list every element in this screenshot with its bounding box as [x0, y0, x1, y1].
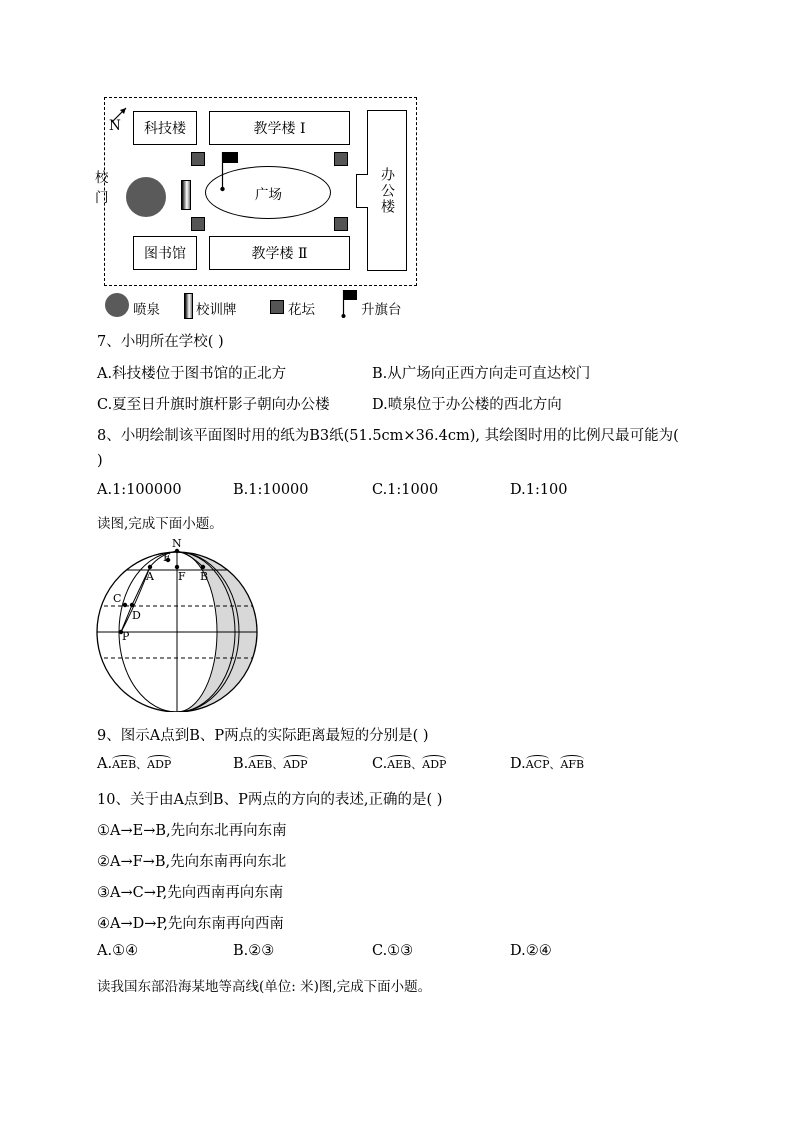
legend-motto-label: 校训牌 — [196, 302, 237, 318]
q9-option-c — [372, 755, 446, 772]
flowerbed-icon — [191, 217, 205, 231]
flowerbed-icon — [191, 152, 205, 166]
flowerbed-icon — [334, 152, 348, 166]
legend-flowerbed-label: 花坛 — [288, 302, 315, 318]
q8-option-d: D.1:100 — [510, 482, 568, 498]
q8-option-b: B.1:10000 — [233, 482, 309, 498]
globe-label-c: C — [113, 592, 122, 605]
globe-label-a: A — [146, 570, 154, 583]
q10-option-c: C.①③ — [372, 943, 414, 959]
library-building: 图书馆 — [133, 236, 197, 270]
office-entrance — [356, 174, 368, 208]
separator: 、 — [411, 758, 423, 771]
intro-contour: 读我国东部沿海某地等高线(单位: 米)图,完成下面小题。 — [97, 979, 432, 995]
q10-stem: 10、关于由A点到B、P两点的方向的表述,正确的是( ) — [97, 792, 443, 808]
option-prefix: A. — [97, 756, 113, 772]
plaza-label: 广场 — [255, 187, 282, 203]
globe-label-b: B — [200, 570, 209, 583]
q10-option-a: A.①④ — [97, 943, 139, 959]
q9-option-b — [233, 755, 308, 772]
q7-option-d: D.喷泉位于办公楼的西北方向 — [372, 397, 562, 413]
q8-stem: 8、小明绘制该平面图时用的纸为B3纸(51.5cm×36.4cm), 其绘图时用的比例尺最可能为( — [97, 428, 679, 444]
separator: 、 — [272, 758, 284, 771]
arc-label: AEB — [387, 755, 411, 771]
legend-motto-icon — [184, 293, 193, 319]
q10-statement-1: ①A→E→B,先向东北再向东南 — [97, 823, 287, 839]
q10-statement-4: ④A→D→P,先向东南再向西南 — [97, 916, 284, 932]
motto-board-icon — [181, 180, 191, 210]
q10-statement-2: ②A→F→B,先向东南再向东北 — [97, 854, 287, 870]
jiaoxue1-building: 教学楼 I — [209, 111, 350, 145]
office-building — [367, 110, 407, 271]
north-label: N — [109, 118, 121, 134]
globe-label-n: N — [172, 537, 182, 550]
q8-option-c: C.1:1000 — [372, 482, 439, 498]
legend-fountain-icon — [105, 293, 129, 317]
q7-stem: 7、小明所在学校( ) — [97, 334, 224, 350]
arc-label: ADP — [283, 755, 307, 771]
q9-stem: 9、图示A点到B、P两点的实际距离最短的分别是( ) — [97, 728, 429, 744]
q10-option-d: D.②④ — [510, 943, 552, 959]
q10-statement-3: ③A→C→P,先向西南再向东南 — [97, 885, 284, 901]
legend-flag-icon — [339, 290, 361, 320]
globe-label-f: F — [178, 570, 186, 583]
arc-label: ADP — [422, 755, 446, 771]
globe-label-e: E — [163, 551, 172, 564]
flag-icon — [218, 152, 242, 194]
jiaoxue2-building: 教学楼 Ⅱ — [209, 236, 350, 270]
office-label: 办公楼 — [379, 166, 395, 215]
separator: 、 — [136, 758, 148, 771]
legend-flag-label: 升旗台 — [361, 302, 402, 318]
q9-option-a — [97, 755, 171, 772]
separator: 、 — [549, 758, 561, 771]
intro-globe: 读图,完成下面小题。 — [97, 516, 223, 532]
legend-flowerbed-icon — [270, 300, 284, 314]
arc-label: AEB — [112, 755, 136, 771]
q8-stem-end: ) — [97, 453, 103, 469]
q7-option-c: C.夏至日升旗时旗杆影子朝向办公楼 — [97, 397, 330, 413]
option-prefix: B. — [233, 756, 249, 772]
globe-figure — [90, 536, 270, 712]
school-map — [0, 0, 794, 320]
q10-option-b: B.②③ — [233, 943, 275, 959]
globe-label-d: D — [132, 609, 141, 622]
fountain-icon — [126, 177, 166, 217]
keji-building: 科技楼 — [133, 111, 197, 145]
arc-label: ACP — [526, 755, 550, 771]
option-prefix: C. — [372, 756, 388, 772]
arc-label: AEB — [248, 755, 272, 771]
q7-option-a: A.科技楼位于图书馆的正北方 — [97, 366, 287, 382]
globe-label-p: P — [122, 630, 130, 643]
legend-fountain-label: 喷泉 — [133, 302, 160, 318]
q9-option-d — [510, 755, 584, 772]
q8-option-a: A.1:100000 — [97, 482, 182, 498]
arc-label: AFB — [560, 755, 584, 771]
q7-option-b: B.从广场向正西方向走可直达校门 — [372, 366, 591, 382]
option-prefix: D. — [510, 756, 526, 772]
gate-label: 校门 — [95, 170, 109, 206]
arc-label: ADP — [147, 755, 171, 771]
flowerbed-icon — [334, 217, 348, 231]
